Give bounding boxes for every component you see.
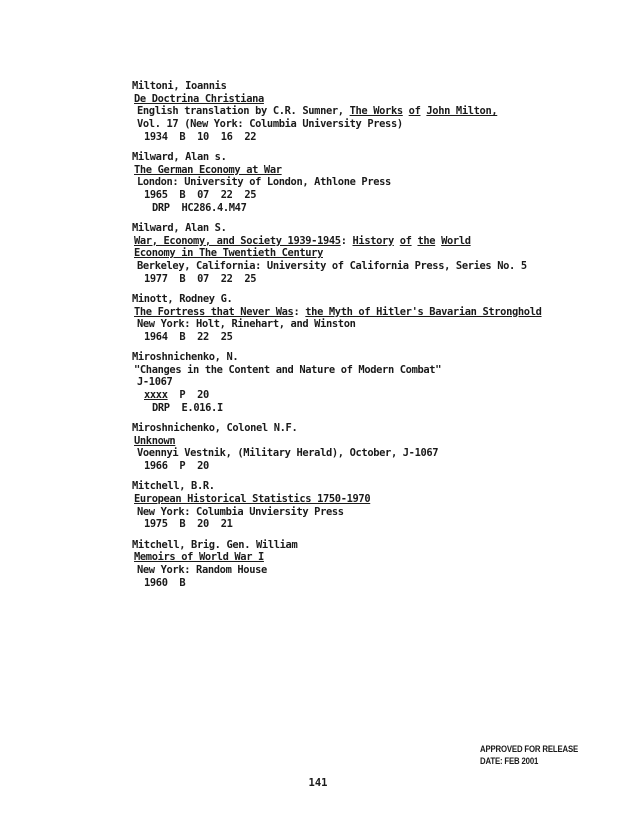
entry-text: Berkeley, California: University of California Press, Series No. 5 (137, 259, 527, 272)
entry-line (132, 306, 602, 319)
entry-author (132, 480, 602, 493)
entry-line (132, 551, 602, 564)
entry-line (132, 260, 602, 273)
entry-line (132, 435, 602, 448)
entry-line (132, 364, 602, 377)
entry-text: 1975 B 20 21 (144, 518, 233, 531)
entry-line (132, 93, 602, 106)
entry-text: DRP E.016.I (152, 401, 223, 414)
entry-line (132, 447, 602, 460)
entry-line (132, 118, 602, 131)
entry-line (132, 164, 602, 177)
underlined-text: John Milton, (426, 105, 498, 118)
underlined-text: Economy in The Twentieth Century (134, 247, 323, 260)
entry-text: : (340, 234, 353, 247)
entry-line (132, 202, 602, 215)
bibliography-entry (132, 480, 602, 531)
entry-line (132, 493, 602, 506)
entry-text: Minott, Rodney G. (132, 292, 233, 305)
page-number: 141 (308, 777, 328, 789)
entry-text: 1966 P 20 (144, 460, 209, 473)
entry-line (132, 402, 602, 415)
entry-author (132, 539, 602, 552)
entry-text: Milward, Alan s. (132, 150, 227, 163)
entry-line (132, 564, 602, 577)
entry-text: 1934 B 10 16 22 (144, 130, 257, 143)
bibliography-entry (132, 293, 602, 344)
underlined-text: The German Economy at War (134, 163, 282, 176)
entry-text: "Changes in the Content and Nature of Modern Combat" (134, 363, 442, 376)
entry-text: Miroshnichenko, N. (132, 351, 239, 364)
underlined-text: The Fortress that Never Was (134, 305, 294, 318)
entry-line (132, 389, 602, 402)
underlined-text: Memoirs of World War I (134, 551, 264, 564)
bibliography-entry (132, 351, 602, 414)
entry-line (132, 460, 602, 473)
entry-line (132, 318, 602, 331)
entry-text: Vol. 17 (New York: Columbia University Press) (137, 118, 403, 131)
entry-author (132, 222, 602, 235)
underlined-text: the Myth of Hitler's Bavarian Stronghold (305, 305, 542, 318)
entry-text: 1960 B (144, 576, 186, 589)
underlined-text: European Historical Statistics 1750-1970 (134, 492, 371, 505)
underlined-text: Unknown (134, 434, 176, 447)
entry-text: 1964 B 22 25 (144, 330, 233, 343)
entry-author (132, 151, 602, 164)
underlined-text: History (352, 234, 394, 247)
release-stamp-line-approved: APPROVED FOR RELEASE (480, 744, 579, 755)
underlined-text: War, Economy, and Society 1939-1945 (134, 234, 341, 247)
bibliography-entry (132, 539, 602, 590)
entry-line (132, 176, 602, 189)
bibliography-entry (132, 151, 602, 214)
underlined-text: of (408, 105, 421, 118)
entry-text: P 20 (167, 389, 209, 402)
entry-text: Mitchell, Brig. Gen. William (132, 538, 298, 551)
bibliography-entry (132, 222, 602, 285)
entry-line (132, 331, 602, 344)
entry-line (132, 506, 602, 519)
entry-author (132, 351, 602, 364)
bibliography-entry (132, 422, 602, 473)
entry-line (132, 131, 602, 144)
entry-text: Miltoni, Ioannis (132, 80, 227, 92)
entry-text: New York: Holt, Rinehart, and Winston (137, 318, 356, 331)
entry-text: 1965 B 07 22 25 (144, 189, 257, 201)
entry-author (132, 422, 602, 435)
entry-text: English translation by C.R. Sumner, (137, 105, 350, 118)
release-stamp (480, 744, 578, 768)
entry-author (132, 293, 602, 306)
release-stamp-line-date: DATE: FEB 2001 (480, 756, 539, 767)
entry-text: Mitchell, B.R. (132, 480, 215, 493)
entry-author (132, 80, 602, 93)
entry-text: DRP HC286.4.M47 (152, 201, 247, 214)
entry-line (132, 376, 602, 389)
bibliography-entry (132, 80, 602, 143)
underlined-text: of (399, 234, 412, 247)
entry-text: 1977 B 07 22 25 (144, 272, 257, 285)
entry-line (132, 189, 602, 202)
entry-line (132, 273, 602, 286)
entry-line (132, 247, 602, 260)
entry-line (132, 105, 602, 118)
entry-text: Milward, Alan S. (132, 221, 227, 234)
entry-text: New York: Random House (137, 563, 267, 576)
entry-line (132, 235, 602, 248)
entry-text: New York: Columbia Unviersity Press (137, 505, 344, 518)
entry-line (132, 518, 602, 531)
entry-text: London: University of London, Athlone Press (137, 176, 391, 189)
entry-text: Miroshnichenko, Colonel N.F. (132, 422, 298, 434)
underlined-text: the (417, 234, 436, 247)
underlined-text: De Doctrina Christiana (134, 92, 264, 105)
entry-text: J-1067 (137, 376, 173, 389)
entry-line (132, 577, 602, 590)
entry-text: : (293, 305, 306, 318)
bibliography-list (132, 80, 602, 597)
underlined-text: xxxx (144, 389, 168, 402)
underlined-text: World (441, 234, 471, 247)
underlined-text: The Works (349, 105, 403, 118)
entry-text: Voennyi Vestnik, (Military Herald), October, J-1067 (137, 447, 439, 460)
